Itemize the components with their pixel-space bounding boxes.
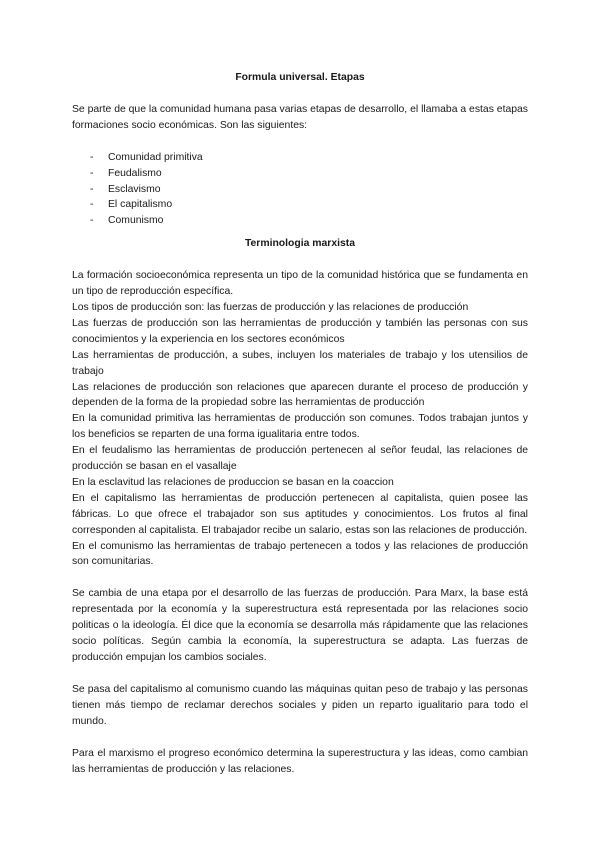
list-item: - Esclavismo <box>90 182 528 198</box>
term-paragraph: En el feudalismo las herramientas de producción pertenecen al señor feudal, las relaciones de producción se basan en el vasallaje <box>72 445 528 473</box>
list-item: - Feudalismo <box>90 166 528 182</box>
term-paragraph: En el comunismo las herramientas de trabajo pertenecen a todos y las relaciones de producción son comunitarias. <box>72 540 528 568</box>
stages-list <box>72 150 528 230</box>
term-paragraph: Los tipos de producción son: las fuerzas de producción y las relaciones de producción <box>72 301 469 313</box>
term-paragraph: Las herramientas de producción, a subes, incluyen los materiales de trabajo y los utensilios de trabajo <box>72 349 528 377</box>
list-item: - Comunismo <box>90 213 528 229</box>
list-item: - El capitalismo <box>90 197 528 213</box>
intro-paragraph: Se parte de que la comunidad humana pasa varias etapas de desarrollo, el llamaba a estas etapas formaciones socio económicas. Son las siguientes: <box>72 103 528 131</box>
terms-block <box>72 268 528 570</box>
term-paragraph: En el capitalismo las herramientas de producción pertenecen al capitalista, quien posee las fábricas. Lo que ofrece el trabajador son sus aptitudes y conocimientos. Los frutos al final corresponden al capitalista. El trabajador recibe un salario, estas son las relaciones de producción. <box>72 492 528 536</box>
heading-terminologia: Terminologia marxista <box>244 238 356 250</box>
term-paragraph: Las relaciones de producción son relaciones que aparecen durante el proceso de producción y dependen de la forma de la propiedad sobre las herramientas de producción <box>72 381 528 409</box>
term-paragraph: En la comunidad primitiva las herramientas de producción son comunes. Todos trabajan juntos y los beneficios se reparten de una forma igualitaria entre todos. <box>72 413 528 441</box>
term-paragraph: En la esclavitud las relaciones de produccion se basan en la coaccion <box>72 476 394 488</box>
term-paragraph: La formación socioeconómica representa un tipo de la comunidad histórica que se fundamenta en un tipo de reproducción específica. <box>72 270 528 298</box>
heading-formula-universal: Formula universal. Etapas <box>235 72 365 83</box>
paragraph-transition: Se pasa del capitalismo al comunismo cuando las máquinas quitan peso de trabajo y las personas tienen más tiempo de reclamar derechos sociales y piden un reparto igualitario para todo el mundo. <box>72 683 528 727</box>
term-paragraph: Las fuerzas de producción son las herramientas de producción y también las personas con sus conocimientos y la experiencia en los sectores económicos <box>72 317 528 345</box>
paragraph-stage-change: Se cambia de una etapa por el desarrollo de las fuerzas de producción. Para Marx, la base está representada por la economía y la superestructura está representada por las relaciones socio politicas o la ideología. Él dice que la economía se desarrolla más rápidamente que las relaciones socio políticas. Según cambia la economía, la superestructura se adapta. Las fuerzas de producción empujan los cambios sociales. <box>72 588 528 663</box>
list-item: - Comunidad primitiva <box>90 150 528 166</box>
paragraph-progress: Para el marxismo el progreso económico determina la superestructura y las ideas, como cambian las herramientas de producción y las relaciones. <box>72 747 528 775</box>
